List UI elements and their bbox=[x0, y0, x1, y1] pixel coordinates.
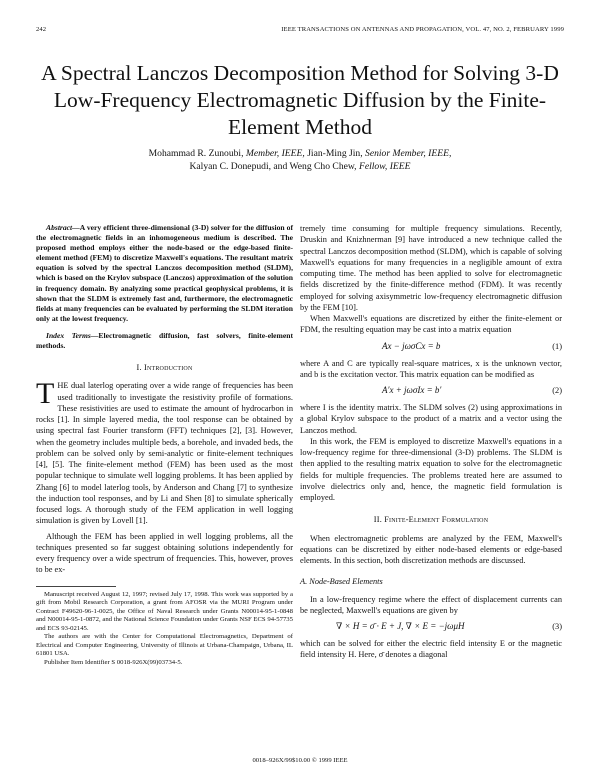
right-paragraph-3: where A and C are typically real-square matrices, x is the unknown vector, and b is the excitation vector. This matrix equation can be modified as bbox=[300, 358, 562, 379]
equation-3-number: (3) bbox=[552, 622, 562, 631]
equation-1 bbox=[300, 336, 562, 358]
equation-1-number: (1) bbox=[552, 341, 562, 351]
footnote-publisher-id: Publisher Item Identifier S 0018-926X(99)03734-5. bbox=[44, 658, 183, 666]
right-paragraph-8: which can be solved for either the electric field intensity E or the magnetic field intensity H. Here, σ̄ denotes a diagonal bbox=[300, 639, 562, 660]
author-zunoubi: Mohammad R. Zunoubi, bbox=[148, 148, 244, 159]
index-terms-label: Index Terms— bbox=[46, 330, 99, 340]
footnote-affiliation: The authors are with the Center for Computational Electromagnetics, Department of Electrical and Computer Engineering, University of Illinois at Urbana-Champaign, Urbana, IL 61801 USA. bbox=[36, 633, 293, 658]
right-paragraph-7: In a low-frequency regime where the effect of displacement currents can be neglected, Maxwell's equations are given by bbox=[300, 594, 562, 615]
abstract-label: Abstract— bbox=[46, 223, 80, 232]
page-number: 242 bbox=[36, 26, 47, 33]
author-donepudi-chew: Kalyan C. Donepudi, and Weng Cho Chew, bbox=[189, 161, 357, 172]
copyright-footer: 0018–926X/99$10.00 © 1999 IEEE bbox=[252, 757, 348, 764]
section-1-heading: I. Introduction bbox=[136, 363, 193, 373]
equation-3-body: ∇ × H = σ̄ · E + J, ∇ × E = −jωμH bbox=[336, 621, 465, 631]
right-paragraph-5: In this work, the FEM is employed to discretize Maxwell's equations in a low-frequency regime for three-dimensional (3-D) problems. The SLDM is then applied to the resulting matrix equation to solve for the electromagnetic fields for multiple frequencies. The problems treated here are assumed to involve dielectrics only and, hence, the magnetic field formulation is employed. bbox=[300, 436, 562, 502]
footnote-rule bbox=[36, 586, 116, 587]
footnote-manuscript: Manuscript received August 12, 1997; revised July 17, 1998. This work was supported by a gift from Mobil Research Corporation, a grant from AFOSR via the MURI Program under Contract F49620-96-1-0025, the Office of Naval Research under Grants N00014-95-1-0848 and N00014-95-1-0872, and the National Science Foundation under Grants NSF ECS 94-57735 and ECS 93-02145. bbox=[36, 590, 293, 632]
intro-paragraph-1-text: HE dual laterlog operating over a wide range of frequencies has been used traditionally to investigate the resistivity profile of formations. These resistivities are used to estimate the amount of hydrocarbon in rocks [1]. In simple layered media, the tool response can be obtained by using spectral fast Fourier transform (FFT) techniques [2], [3]. However, when the geometry includes multiple beds, a borehole, and invaded beds, the problem can be solved only by semi-analytic or finite-element techniques [4], [5]. The finite-element method (FEM) has been used as the most popular technique to simulate well logging problems. It has been applied by Zhang [6] to model laterlog tools, by Anderson and Chang [7] to synthesize the induction tool responses, and by Li and Shen [8] to simulate spherically focused logs. A thorough study of the FEM application in well logging simulation is given by Lovell [1]. bbox=[36, 381, 293, 526]
equation-1-body: Ax − jωσCx = b bbox=[382, 340, 441, 351]
right-paragraph-1: tremely time consuming for multiple frequency simulations. Recently, Druskin and Knizhnerman [9] have introduced a new technique called the spectral Lanczos decomposition method (SLDM), which is capable of solving Maxwell's equations for many frequencies in a negligible amount of extra computing time. The method has been applied to solve for electromagnetic fields discretized by the finite-difference method (FDM). It was recently employed for solving axisymmetric low-frequency electromagnetic diffusion by the FEM [10]. bbox=[300, 224, 562, 312]
equation-2 bbox=[300, 380, 562, 402]
abstract-text: A very efficient three-dimensional (3-D) solver for the diffusion of the electromagnetic fields in an inhomogeneous medium is described. The proposed method employs either the node-based or the edge-based finite-element method (FEM) to discretize Maxwell's equations. The resultant matrix equation is solved by the spectral Lanczos decomposition method (SLDM), which is based on the Krylov subspace (Lanczos) approximation of the solution in frequency domain. By analyzing some practical geophysical problems, it is shown that the SLDM is extremely fast and, furthermore, the electromagnetic fields at many frequencies can be evaluated by performing the SLDM iteration only at the lowest frequency. bbox=[36, 223, 293, 323]
right-paragraph-6: When electromagnetic problems are analyzed by the FEM, Maxwell's equations can be discretized by either node-based elements or edge-based elements. In this section, both discretization methods are discussed. bbox=[300, 533, 562, 565]
intro-paragraph-1 bbox=[36, 377, 293, 526]
footnotes bbox=[36, 591, 293, 668]
intro-paragraph-2: Although the FEM has been applied in well logging problems, all the techniques presented so far suggest obtaining solutions independently for every frequency over a wide spectrum of frequencies. This, however, proves to be ex- bbox=[36, 531, 293, 575]
equation-3 bbox=[300, 616, 562, 638]
author-jin-role: Senior Member, IEEE, bbox=[365, 148, 452, 159]
index-terms-text: Electromagnetic diffusion, fast solvers, finite-element methods. bbox=[36, 330, 293, 351]
section-2-heading: II. Finite-Element Formulation bbox=[373, 515, 489, 525]
equation-2-body: A′x + jωσIx = b′ bbox=[382, 385, 442, 395]
right-paragraph-2: When Maxwell's equations are discretized by either the finite-element or FDM, the resulting equation may be cast into a matrix equation bbox=[300, 314, 562, 335]
running-header: IEEE TRANSACTIONS ON ANTENNAS AND PROPAGATION, VOL. 47, NO. 2, FEBRUARY 1999 bbox=[281, 26, 564, 33]
author-chew-role: Fellow, IEEE bbox=[358, 161, 411, 172]
right-column bbox=[300, 223, 562, 661]
author-jin: Jian-Ming Jin, bbox=[307, 148, 363, 159]
abstract bbox=[36, 223, 293, 351]
paper-title: A Spectral Lanczos Decomposition Method for Solving 3-D Low-Frequency Electromagnetic Diffusion by the Finite-Element Method bbox=[41, 61, 559, 139]
left-column bbox=[36, 223, 293, 667]
author-zunoubi-role: Member, IEEE, bbox=[245, 148, 305, 159]
right-paragraph-4: where I is the identity matrix. The SLDM solves (2) using approximations in a global Krylov subspace to the product of a matrix and a vector using the Lanczos method. bbox=[300, 403, 562, 435]
subsection-a-heading: A. Node-Based Elements bbox=[300, 577, 383, 587]
equation-2-number: (2) bbox=[552, 386, 562, 395]
author-list bbox=[40, 147, 560, 173]
drop-cap: T bbox=[36, 377, 55, 411]
